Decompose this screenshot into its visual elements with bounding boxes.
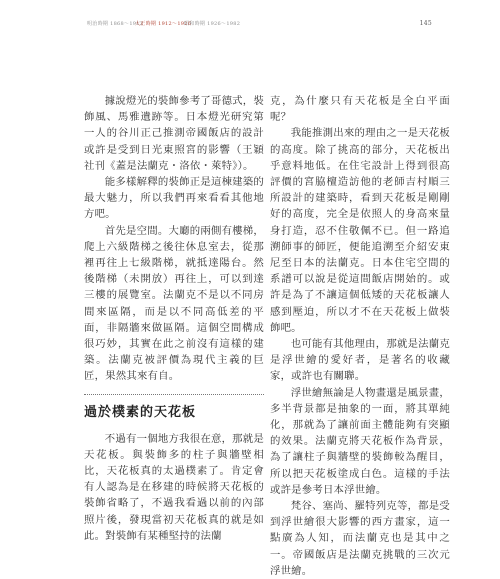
paragraph: 不過有一個地方我很在意，那就是天花板。與裝飾多的柱子與牆壁相比，天花板真的太過樸素了。肯定會有人認為是在移建的時候將天花板的裝飾省略了，不過我看過以前的內部照片後，發現當初天花板真的就是如此。對裝飾有某種堅持的法蘭 [84, 432, 264, 542]
paragraph: 據說燈光的裝飾參考了哥德式，裝飾風、馬雅遺跡等。日本燈光研究第一人的谷川正己推測帝國飯店的設計或許是受到日光東照宮的影響（王穎社刊《蓋是法蘭克・洛依・萊特》）。 [84, 95, 264, 172]
section-heading: 過於樸素的天花板 [84, 394, 264, 425]
paragraph: 我能推測出來的理由之一是天花板的高度。除了挑高的部分，天花板出乎意料地低。在住宅設計上得到很高評價的宮脇檀造訪他的老師吉村順三所設計的建築時，看到天花板是剛剛好的高度，完全是依照人的身高來量身打造，忍不住敬佩不已。但一路追溯師事的師匠，便能追溯至介紹安東尼至日本的法蘭克。日本住宅空間的系譜可以說是從這間飯店開始的。或許是為了不讓這個低矮的天花板讓人感到壓迫，所以才不在天花板上做裝飾吧。 [270, 127, 450, 334]
paragraph: 首先是空間。大廳的兩側有樓梯，爬上六級階梯之後往休息室去，從那裡再往上七級階梯，就抵達陽台。然後階梯（未開放）再往上，可以到達三樓的展覽室。法蘭克不是以不同房間來區隔，而是以不同高低差的平面，非隔牆來做區隔。這個空間構成很巧妙，其實在此之前沒有這樣的建築。法蘭克被評價為現代主義的巨匠，果然其來有自。 [84, 224, 264, 383]
paragraph: 能多樣解釋的裝飾正是這棟建築的最大魅力，所以我們再來看看其他地方吧。 [84, 176, 264, 221]
left-column [84, 93, 264, 544]
paragraph: 浮世繪無論是人物畫還是風景畫，多半背景都是抽象的一面，將其單純化，那就為了讓前面主體能夠有突顯的效果。法蘭克將天花板作為背景，為了讓柱子與牆壁的裝飾較為醒目，所以把天花板塗成白色。這樣的手法或許是參考日本浮世繪。 [270, 386, 450, 496]
right-column [270, 93, 450, 579]
header-era-showa: 昭和時期 1926～1982 [184, 21, 241, 27]
header-era-meiji: 明治時期 1868～1912 [87, 21, 144, 27]
paragraph: 也可能有其他理由，那就是法蘭克是浮世繪的愛好者，是著名的收藏家，或許也有關聯。 [270, 338, 450, 383]
header-era-taisho: 大正時期 1912～1926 [135, 21, 192, 27]
running-header [87, 20, 432, 30]
page-number: 145 [419, 20, 432, 27]
paragraph: 梵谷、塞尚、羅特列克等，都是受到浮世繪很大影響的西方畫家，這一點廣為人知，而法蘭克也是其中之一。帝國飯店是法蘭克挑戰的三次元浮世繪。 [270, 500, 450, 577]
paragraph-continued: 克，為什麼只有天花板是全白平面呢？ [270, 95, 450, 124]
